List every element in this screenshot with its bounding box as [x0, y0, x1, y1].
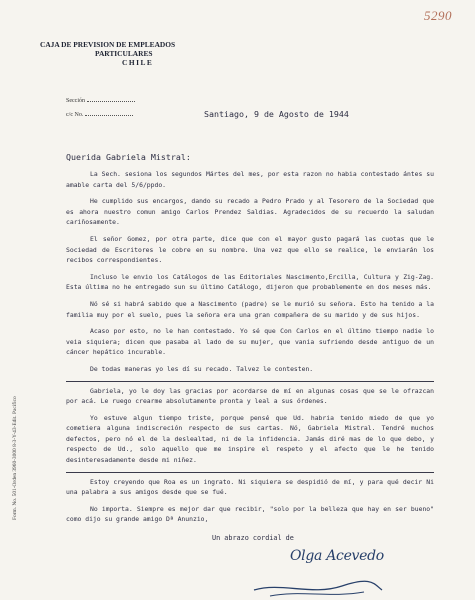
seccion-rule — [87, 101, 135, 102]
letterhead-line-2: PARTICULARES — [95, 49, 153, 58]
section-divider-2 — [66, 472, 434, 473]
archive-number: 5290 — [424, 8, 452, 23]
cc-label: c/c No. — [66, 112, 84, 118]
paragraph-7: De todas maneras yo les dí su recado. Talvez le contesten. — [90, 364, 314, 373]
section-divider-1 — [66, 381, 434, 382]
cc-field — [66, 112, 133, 118]
paragraph-8: Gabriela, yo le doy las gracias por acordarse de mí en algunas cosas que se le ofrazcan por acá. Le ruego crearme absolutamente pronta y leal a sus órdenes. — [66, 386, 434, 406]
seccion-field — [66, 98, 135, 104]
flourish-stroke-1 — [254, 581, 382, 590]
handwritten-signature: Olga Acevedo — [290, 548, 384, 564]
closing-line: Un abrazo cordial de — [212, 534, 294, 542]
salutation: Querida Gabriela Mistral: — [66, 152, 191, 162]
paragraph-5: Nó sé si habrá sabido que a Nascimento (padre) se le murió su señora. Esto ha tenido a la familia muy por el suelo, pues la señora era una gran compañera de su marido y de sus hijos. — [66, 299, 434, 319]
cc-rule — [85, 115, 133, 116]
paragraph-4: Incluso le envio los Catálogos de las Editoriales Nascimento,Ercilla, Cultura y Zig-Zag. Esta última no he entregado sun su último Catálogo, dijeron que probablemente en dos meses más. — [66, 272, 434, 292]
paragraph-3: El señor Gomez, por otra parte, dice que con el mayor gusto pagará las cuotas que le Sociedad de Escritores le cobre en su nombre. Una vez que ello se realice, le enviarán los recibos correspondientes. — [66, 234, 434, 265]
paragraph-9: Yo estuve algun tiempo triste, porque pensé que Ud. habria tenido miedo de que yo cometiera alguna indiscreción respecto de sus cartas. Nó, Gabriela Mistral. Tendré muchos defectos, pero nó el de la deslealtad, ni de la infidencia. Jamás diré mas de lo que debo, y respecto de Ud., solo aquello que me inspire el respeto y el afecto que le he tenido desinteresadamente desde mi niñez. — [66, 413, 434, 465]
paragraph-10: Estoy creyendo que Roa es un ingrato. Ni siquiera se despidió de mí, y para qué decir Ni una palabra a sus amigos desde que se fué. — [66, 477, 434, 497]
paragraph-11: No importa. Siempre es mejor dar que recibir, "solo por la belleza que hay en ser bueno" como dijo su grande amigo Dª Anunzio, — [66, 504, 434, 524]
paragraph-6: Acaso por esto, no le han contestado. Yo sé que Con Carlos en el último tiempo nadie lo veia siquiera; dicen que pasaba al lado de su mujer, que vania sufriendo desde antiguo de un cáncer hepático incurable. — [66, 327, 434, 357]
date-line: Santiago, 9 de Agosto de 1944 — [204, 109, 349, 119]
letterhead-line-1: CAJA DE PREVISION DE EMPLEADOS — [40, 40, 176, 49]
letter-body — [66, 169, 434, 531]
signature-flourish — [252, 576, 384, 600]
paragraph-2: He cumplido sus encargos, dando su recado a Pedro Prado y al Tesorero de la Sociedad que es ahora nuestro comun amigo Carlos Prendez Saldias. Agradecidos de su recuerdo la saludan cariñosamente. — [66, 197, 434, 227]
flourish-stroke-2 — [270, 592, 364, 596]
paragraph-1: La Sech. sesiona los segundos Mártes del mes, por esta razon no habia contestado ántes su amable carta del 5/6/ppdo. — [66, 170, 434, 189]
letterhead-line-3: CHILE — [122, 58, 154, 67]
seccion-label: Sección — [66, 98, 85, 104]
side-imprint: Form. No. 501-Orden 3960-3000 8-3-Y-43-Edit. Pacifico — [12, 396, 18, 520]
letterhead — [40, 40, 230, 67]
